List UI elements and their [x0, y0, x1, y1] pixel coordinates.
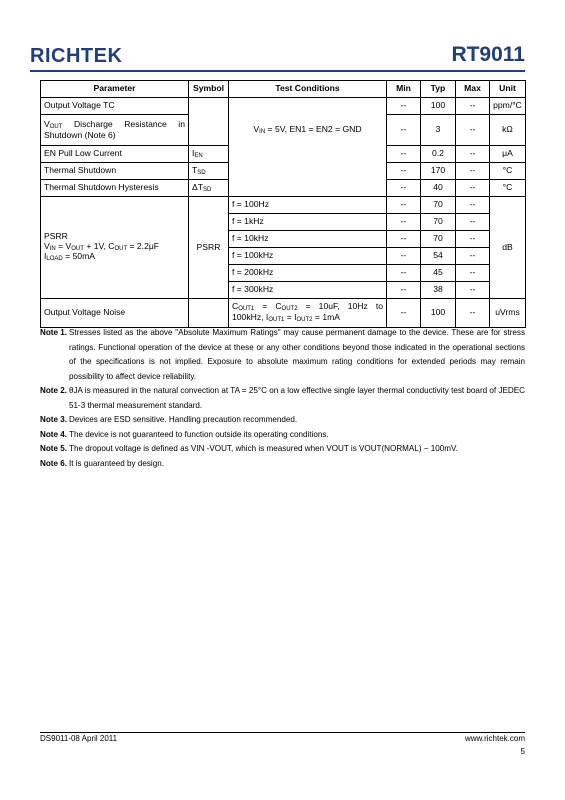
max-cell: --	[456, 248, 490, 265]
symbol-cell: $I_{EN}$	[189, 146, 229, 163]
min-cell: --	[387, 299, 421, 328]
unit-cell: ppm/°C	[490, 98, 526, 115]
header-parameter: Parameter	[41, 81, 189, 98]
param-cell: Output Voltage Noise	[41, 299, 189, 328]
note-text: The dropout voltage is defined as VIN -VOUT, which is measured when VOUT is VOUT(NORMAL) − 100mV.	[69, 444, 458, 453]
symbol-cell: $\Delta T_{SD}$	[189, 180, 229, 197]
note-label: Note 3.	[40, 415, 67, 424]
header-rule	[30, 70, 525, 72]
symbol-cell: $T_{SD}$	[189, 163, 229, 180]
note-item	[40, 428, 525, 443]
table-row	[41, 197, 526, 214]
table-row	[41, 299, 526, 328]
min-cell: --	[387, 115, 421, 146]
typ-cell: 54	[421, 248, 456, 265]
note-item	[40, 384, 525, 413]
part-number: RT9011	[451, 43, 525, 66]
min-cell: --	[387, 98, 421, 115]
header-test-conditions: Test Conditions	[229, 81, 387, 98]
min-cell: --	[387, 214, 421, 231]
min-cell: --	[387, 197, 421, 214]
company-logo: RICHTEK	[30, 45, 123, 67]
min-cell: --	[387, 146, 421, 163]
document-id: DS9011-08 April 2011	[40, 734, 118, 743]
condition-cell: f = 100kHz	[229, 248, 387, 265]
note-label: Note 6.	[40, 458, 67, 468]
unit-cell: μA	[490, 146, 526, 163]
note-text: Devices are ESD sensitive. Handling precaution recommended.	[69, 415, 298, 424]
table-header-row	[41, 81, 526, 98]
table-row	[41, 163, 526, 180]
typ-cell: 38	[421, 282, 456, 299]
condition-cell: f = 200kHz	[229, 265, 387, 282]
footer-rule	[40, 732, 525, 733]
max-cell: --	[456, 115, 490, 146]
max-cell: --	[456, 214, 490, 231]
unit-cell: uVrms	[490, 299, 526, 328]
note-item	[40, 413, 525, 428]
table-row	[41, 115, 526, 146]
note-item	[40, 326, 525, 384]
note-label: Note 2.	[40, 386, 67, 395]
typ-cell: 70	[421, 231, 456, 248]
table-row	[41, 98, 526, 115]
max-cell: --	[456, 265, 490, 282]
typ-cell: 100	[421, 299, 456, 328]
param-cell: $V_{OUT}$ Discharge Resistance in Shutdown (Note 6)	[41, 115, 189, 146]
max-cell: --	[456, 163, 490, 180]
param-cell: Output Voltage TC	[41, 98, 189, 115]
header-min: Min	[387, 81, 421, 98]
notes-section	[40, 326, 525, 471]
max-cell: --	[456, 282, 490, 299]
unit-cell: °C	[490, 180, 526, 197]
param-cell: EN Pull Low Current	[41, 146, 189, 163]
max-cell: --	[456, 197, 490, 214]
note-text: θJA is measured in the natural convection at TA = 25°C on a low effective single layer thermal conductivity test board of JEDEC 51-3 thermal measurement standard.	[69, 386, 525, 410]
condition-cell: f = 100Hz	[229, 197, 387, 214]
symbol-cell	[189, 98, 229, 115]
note-label: Note 5.	[40, 444, 67, 453]
table-row	[41, 146, 526, 163]
note-label: Note 1.	[40, 328, 67, 337]
condition-cell: f = 10kHz	[229, 231, 387, 248]
psrr-symbol-cell: PSRR	[189, 197, 229, 299]
max-cell: --	[456, 180, 490, 197]
header-typ: Typ	[421, 81, 456, 98]
max-cell: --	[456, 231, 490, 248]
electrical-characteristics-table	[40, 80, 526, 328]
typ-cell: 3	[421, 115, 456, 146]
psrr-unit-cell: dB	[490, 197, 526, 299]
condition-cell: f = 1kHz	[229, 214, 387, 231]
typ-cell: 170	[421, 163, 456, 180]
unit-cell: kΩ	[490, 115, 526, 146]
condition-cell: $C_{OUT1} = C_{OUT2} = 10uF$, 10Hz to 100kHz, $I_{OUT1} = I_{OUT2} = 1mA$	[229, 299, 387, 328]
table-row	[41, 180, 526, 197]
condition-cell	[229, 146, 387, 163]
typ-cell: 45	[421, 265, 456, 282]
condition-cell	[229, 163, 387, 180]
unit-cell: °C	[490, 163, 526, 180]
max-cell: --	[456, 299, 490, 328]
min-cell: --	[387, 163, 421, 180]
header-max: Max	[456, 81, 490, 98]
min-cell: --	[387, 180, 421, 197]
page-number: 5	[520, 747, 525, 756]
param-cell: Thermal Shutdown Hysteresis	[41, 180, 189, 197]
max-cell: --	[456, 98, 490, 115]
typ-cell: 70	[421, 197, 456, 214]
typ-cell: 0.2	[421, 146, 456, 163]
max-cell: --	[456, 146, 490, 163]
note-text: Stresses listed as the above "Absolute Maximum Ratings" may cause permanent damage to the device. These are for stress ratings. Functional operation of the device at these or any other conditions beyond those indicated in the operational sections of the specifications is not implied. Exposure to absolute maximum rating conditions for extended periods may remain possibility to affect device reliability.	[69, 328, 525, 381]
header-unit: Unit	[490, 81, 526, 98]
note-text: The device is not guaranteed to function outside its operating conditions.	[69, 429, 329, 439]
website-link[interactable]: www.richtek.com	[464, 734, 525, 743]
note-label: Note 4.	[40, 429, 67, 439]
typ-cell: 100	[421, 98, 456, 115]
header-symbol: Symbol	[189, 81, 229, 98]
param-cell: Thermal Shutdown	[41, 163, 189, 180]
min-cell: --	[387, 231, 421, 248]
psrr-param-cell: PSRR $V_{IN} = V_{OUT} + 1V$, $C_{OUT} = 2.2\mu F$ $I_{LOAD} = 50mA$	[41, 197, 189, 299]
condition-cell	[229, 180, 387, 197]
symbol-cell	[189, 299, 229, 328]
note-item	[40, 457, 525, 472]
note-text: It is guaranteed by design.	[69, 458, 164, 468]
note-item	[40, 442, 525, 457]
condition-cell	[229, 98, 387, 115]
typ-cell: 70	[421, 214, 456, 231]
min-cell: --	[387, 282, 421, 299]
min-cell: --	[387, 265, 421, 282]
condition-cell: $V_{IN} = 5V$, EN1 = EN2 = GND	[229, 115, 387, 146]
min-cell: --	[387, 248, 421, 265]
typ-cell: 40	[421, 180, 456, 197]
symbol-cell	[189, 115, 229, 146]
condition-cell: f = 300kHz	[229, 282, 387, 299]
